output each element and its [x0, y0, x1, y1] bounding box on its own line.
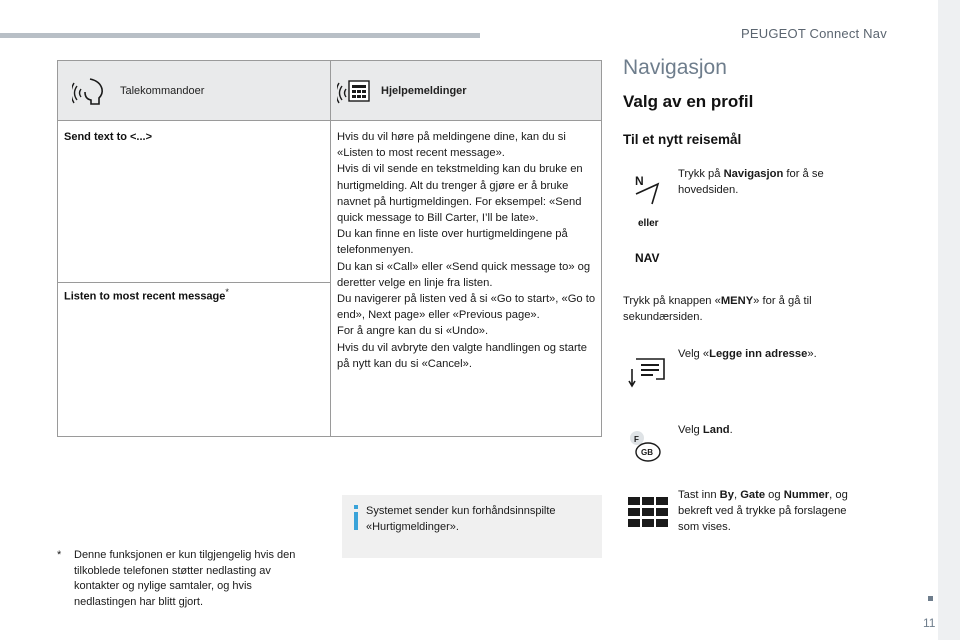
- help-line: Hvis du vil høre på meldingene dine, kan du si «Listen to most recent message».: [337, 131, 566, 160]
- help-line: Du kan finne en liste over hurtigmeldingene på telefonmenyen.: [337, 228, 568, 257]
- step-text: for å se hovedsiden.: [678, 168, 824, 196]
- step-bold: MENY: [720, 295, 754, 307]
- section-heading: Navigasjon: [623, 56, 727, 79]
- header-title: PEUGEOT Connect Nav: [741, 26, 887, 41]
- step-text: ».: [807, 348, 817, 360]
- help-line: Hvis du vil avbryte den valgte handlingen og starte på nytt kan du si «Cancel».: [337, 341, 588, 370]
- step-enter-city-street: [678, 487, 853, 535]
- right-margin-band: [938, 0, 960, 640]
- info-box: [342, 495, 602, 558]
- step-text: Velg «: [678, 348, 710, 360]
- nav-button-label: NAV: [635, 251, 660, 265]
- footnote-text: Denne funksjonen er kun tilgjengelig hvis den tilkoblede telefonen støtter nedlasting av kontakter og nylige samtaler, og hvis nedlastingen har blitt gjort.: [74, 549, 296, 608]
- step-bold: Navigasjon: [723, 168, 784, 180]
- step-text: og: [765, 489, 784, 501]
- help-messages: [337, 129, 599, 372]
- help-line: Hvis di vil sende en tekstmelding kan du bruke en hurtigmelding. Alt du trenger å gjøre er å bruke navnet på hurtigmeldingen. For eksempel: «Send quick message to Bill Carter, I’ll be late».: [337, 163, 583, 225]
- step-text: ,: [733, 489, 741, 501]
- help-line: Du navigerer på listen ved å si «Go to start», «Go to end», Next page» eller «Previous page».: [337, 293, 596, 322]
- or-label: eller: [638, 218, 659, 229]
- step-bold: Nummer: [783, 489, 830, 501]
- command-footnote-marker: *: [225, 287, 229, 297]
- table-header-divider: [58, 120, 601, 121]
- keyboard-grid-icon: [627, 496, 669, 528]
- command-send-text: Send text to <...>: [64, 131, 153, 143]
- table-header-commands: [58, 61, 330, 120]
- step-text: Velg: [678, 424, 703, 436]
- navigation-icon-letter: N: [635, 174, 644, 188]
- step-bold: By: [719, 489, 734, 501]
- step-navigation: [678, 166, 853, 198]
- help-line: Du kan si «Call» eller «Send quick message to» og deretter velge en linje fra listen.: [337, 260, 591, 289]
- table-row-divider: [58, 282, 330, 283]
- step-text: .: [729, 424, 733, 436]
- step-text: Tast inn: [678, 489, 720, 501]
- step-text: » for å gå til sekundærsiden.: [623, 295, 812, 323]
- step-bold: Gate: [740, 489, 766, 501]
- voice-command-table: [57, 60, 602, 437]
- top-rule: [0, 33, 480, 38]
- navigation-arrow-icon: [632, 174, 664, 206]
- step-bold: Land: [702, 424, 730, 436]
- table-header-help: [331, 61, 601, 120]
- step-enter-address: [678, 346, 853, 362]
- info-icon: [352, 505, 360, 530]
- flag-top-letter: F: [634, 435, 639, 444]
- country-flag-icon: [628, 428, 662, 462]
- step-country: [678, 422, 853, 438]
- continue-marker: [928, 596, 933, 601]
- step-text: , og bekreft ved å trykke på forslagene som vises.: [678, 489, 848, 533]
- enter-address-icon: [628, 353, 666, 389]
- page-number: 11: [923, 616, 936, 630]
- col-header-commands: Talekommandoer: [120, 84, 205, 97]
- command-listen-label: Listen to most recent message: [64, 290, 226, 303]
- help-line: For å angre kan du si «Undo».: [337, 325, 489, 338]
- table-col-divider: [330, 61, 331, 436]
- info-text: Systemet sender kun forhåndsinnspilte «Hurtigmeldinger».: [366, 505, 556, 533]
- voice-command-icon: [72, 75, 106, 107]
- command-listen-recent: [64, 287, 229, 303]
- voice-message-icon: [337, 75, 371, 107]
- step-bold: Legge inn adresse: [709, 348, 808, 360]
- section-title: Til et nytt reisemål: [623, 132, 742, 147]
- menu-instruction: [623, 293, 853, 325]
- subheading: Valg av en profil: [623, 92, 754, 111]
- footnote: [57, 548, 312, 610]
- footnote-marker: *: [57, 549, 62, 561]
- step-text: Trykk på: [678, 168, 724, 180]
- col-header-help: Hjelpemeldinger: [381, 84, 467, 97]
- step-text: Trykk på knappen «: [623, 295, 721, 307]
- flag-bottom-letters: GB: [641, 448, 653, 457]
